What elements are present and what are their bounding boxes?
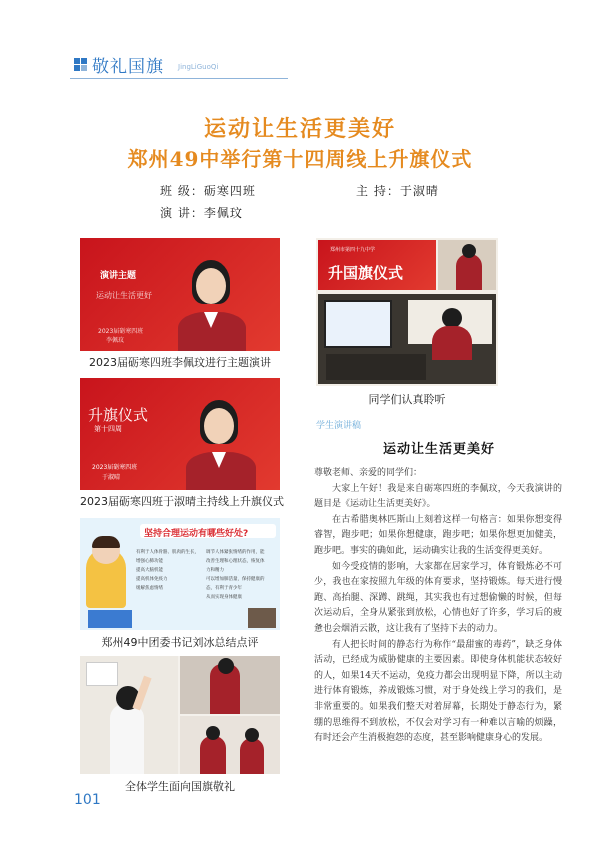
caption-speech: 2023届砺寒四班李佩玟进行主题演讲 (89, 356, 271, 369)
article-paragraph: 尊敬老师、亲爱的同学们： (314, 468, 423, 478)
slide-bullets-left: 有利于人体骨骼、肌肉的生长， 增强心肺功能 提高大脑机能 提高机体免疫力 缓解焦虑情绪 (136, 550, 199, 591)
article-paragraph: 大家上午好！我是来自砺寒四班的李佩玟，今天我演讲的题目是《运动让生活更美好》。 (314, 483, 562, 510)
photo-summary (80, 518, 280, 630)
article-paragraph: 如今受疫情的影响，大家都在居家学习，体育锻炼必不可少，我也在家按照九年级的体育要求，坚持锻炼。每天进行慢跑、高抬腿、深蹲、跳绳，其实我也有过想偷懒的时候，但每次运动后，全身从紧张到放松，心情也好了许多，学习后的疲惫也会烟消云散，这让我有了坚持下去的动力。 (314, 561, 562, 634)
header-square-icon (74, 58, 80, 64)
slide-footer: 2023届砺寒四班 (98, 328, 144, 335)
header-square-icon (81, 58, 87, 64)
headline: 运动让生活更美好 (203, 116, 396, 142)
caption-salute: 全体学生面向国旗敬礼 (125, 780, 235, 793)
caption-summary: 郑州49中团委书记刘冰总结点评 (101, 636, 259, 649)
article-body (314, 466, 562, 747)
slide-title: 升国旗仪式 (328, 264, 404, 282)
photo-salute-collage (80, 656, 280, 774)
caption-host: 2023届砺寒四班于淑晴主持线上升旗仪式 (80, 495, 284, 508)
slide-title: 演讲主题 (100, 271, 137, 281)
slide-topic: 运动让生活更好 (96, 291, 152, 300)
slide-title: 升旗仪式 (88, 406, 149, 424)
slide-title: 坚持合理运动有哪些好处? (144, 529, 249, 539)
speaker-thumbnail (248, 608, 276, 628)
class-info: 班 级：砺寒四班 (160, 184, 256, 198)
slide-school: 郑州市第四十九中学 (330, 247, 376, 253)
section-title: 敬礼国旗 (92, 57, 164, 77)
photo-speech (80, 238, 280, 351)
page-number: 101 (74, 792, 101, 808)
student-figure (184, 398, 264, 490)
header-square-icon (74, 65, 80, 71)
header-divider (70, 78, 288, 79)
host-info: 主 持：于淑晴 (356, 184, 439, 198)
header-square-icon (81, 65, 87, 71)
speaker-info: 演 讲：李佩玟 (160, 206, 243, 220)
photo-listening (316, 238, 498, 386)
article-tag: 学生演讲稿 (316, 421, 362, 431)
photo-host (80, 378, 280, 490)
article-paragraph: 在古希腊奥林匹斯山上刻着这样一句格言：如果你想变得睿智，跑步吧；如果你想健康，跑步吧；如果你想更加健美，跑步吧。事实的确如此，运动确实让我的生活变得更美好。 (314, 514, 562, 556)
slide-footer: 2023届砺寒四班 (92, 464, 138, 471)
slide-subtitle: 第十四周 (94, 425, 122, 433)
article-title: 运动让生活更美好 (382, 442, 495, 457)
slide-footer-name: 于淑晴 (102, 474, 121, 481)
slide-bullets-right: 调节人体紧张情绪的作用，能 改善生理和心理状态，恢复体 力和精力 可以增加肺活量，保持健康的 态，有利于青少年 从而实现身体健康 (206, 550, 265, 600)
slide-footer-name: 李佩玟 (106, 337, 125, 344)
section-subtitle: JingLiGuoQi (178, 63, 219, 71)
student-figure (176, 258, 256, 351)
article-paragraph: 有人把长时间的静态行为称作“最甜蜜的毒药”，缺乏身体活动，已经成为威胁健康的主要因素。即使身体机能状态较好的人，如果14天不运动，免疫力都会出现明显下降，所以主动进行体育锻炼，养成锻炼习惯，对于身处线上学习的我们，是非常重要的。如果我们整天对着屏幕，长期处于静态行为，紧绷的思维得不到放松，不仅会对学习有一种难以言喻的烦躁，有时还会产生消极抱怨的态度，甚至影响健康身心的发展。 (314, 639, 562, 744)
subheadline: 郑州49中举行第十四周线上升旗仪式 (127, 147, 473, 171)
caption-listening: 同学们认真聆听 (368, 393, 446, 406)
